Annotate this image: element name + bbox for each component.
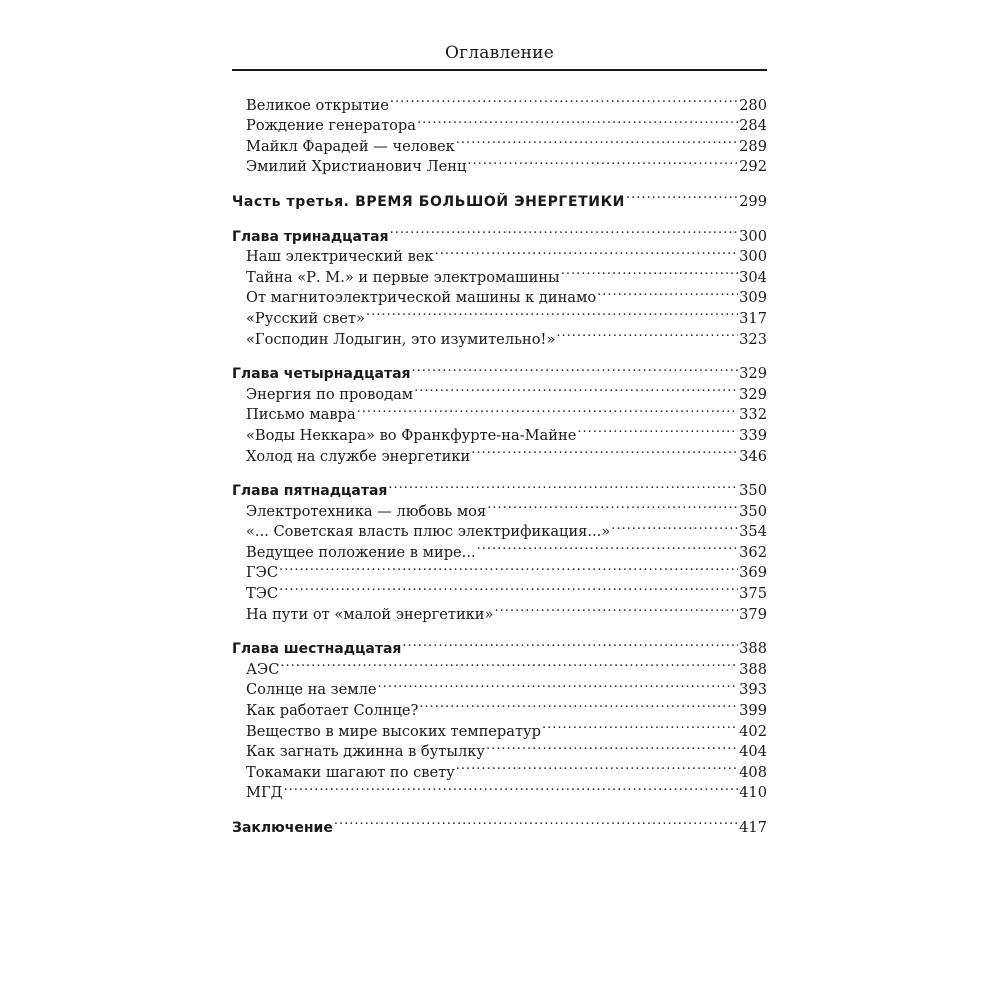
toc-chapter-heading[interactable] bbox=[232, 475, 767, 500]
dot-leader bbox=[402, 633, 738, 654]
toc-group bbox=[232, 220, 767, 348]
dot-leader bbox=[435, 241, 739, 262]
toc-entry-title: Глава четырнадцатая bbox=[232, 366, 411, 383]
toc-entry-title: Заключение bbox=[232, 820, 333, 836]
toc-entry-page-number: 375 bbox=[739, 585, 767, 603]
toc-entry-title: Как загнать джинна в бутылку bbox=[246, 743, 485, 761]
toc-chapter-heading[interactable] bbox=[232, 220, 767, 245]
toc-entry-page-number: 309 bbox=[739, 289, 767, 307]
toc-entry-page-number: 304 bbox=[739, 268, 767, 286]
toc-entry-title: Глава тринадцатая bbox=[232, 228, 389, 245]
toc-entry-title: Солнце на земле bbox=[246, 681, 377, 699]
toc-entry-page-number: 393 bbox=[739, 681, 767, 699]
dot-leader bbox=[577, 419, 738, 440]
toc-entry-title: На пути от «малой энергетики» bbox=[246, 605, 494, 623]
toc-entry-page-number: 350 bbox=[739, 482, 767, 500]
toc-entry-page-number: 369 bbox=[739, 564, 767, 582]
dot-leader bbox=[494, 598, 738, 619]
toc-entry-page-number: 362 bbox=[739, 543, 767, 561]
toc-entry-page-number: 388 bbox=[739, 660, 767, 678]
toc-entry-title: Энергия по проводам bbox=[246, 385, 414, 403]
toc-group bbox=[232, 185, 767, 210]
toc-entry-page-number: 292 bbox=[739, 158, 767, 176]
toc-entry-page-number: 350 bbox=[739, 502, 767, 520]
toc-entry-page-number: 346 bbox=[739, 447, 767, 465]
running-head-rule bbox=[232, 69, 767, 71]
toc-entry[interactable] bbox=[232, 598, 767, 623]
dot-leader bbox=[378, 674, 739, 695]
toc-entry-page-number: 329 bbox=[739, 385, 767, 403]
toc-entry-title: Наш электрический век bbox=[246, 248, 434, 266]
dot-leader bbox=[357, 399, 738, 420]
toc-entry-page-number: 388 bbox=[739, 640, 767, 658]
toc-entry-page-number: 332 bbox=[739, 406, 767, 424]
dot-leader bbox=[390, 220, 739, 241]
dot-leader bbox=[487, 495, 738, 516]
toc-entry-page-number: 323 bbox=[739, 330, 767, 348]
dot-leader bbox=[556, 323, 738, 344]
toc-entry[interactable] bbox=[232, 89, 767, 114]
dot-leader bbox=[597, 282, 738, 303]
toc-entry-title: Тайна «Р. М.» и первые электромашины bbox=[246, 268, 560, 286]
dot-leader bbox=[279, 557, 738, 578]
toc-entry-title: Рождение генератора bbox=[246, 117, 416, 135]
toc-entry-title: «Господин Лодыгин, это изумительно!» bbox=[246, 330, 556, 348]
running-head: Оглавление bbox=[445, 43, 554, 63]
dot-leader bbox=[561, 261, 738, 282]
toc-entry-page-number: 404 bbox=[739, 743, 767, 761]
toc-entry-title: Ведущее положение в мире... bbox=[246, 543, 476, 561]
dot-leader bbox=[417, 110, 738, 131]
toc-group bbox=[232, 475, 767, 623]
toc-entry-title: МГД bbox=[246, 784, 283, 802]
toc-entry-title: Глава шестнадцатая bbox=[232, 641, 402, 658]
dot-leader bbox=[456, 130, 738, 151]
toc-part-heading[interactable] bbox=[232, 185, 767, 210]
toc-entry-page-number: 417 bbox=[739, 819, 767, 836]
toc-entry-title: Письмо мавра bbox=[246, 406, 356, 424]
dot-leader bbox=[542, 715, 738, 736]
toc-entry-title: ТЭС bbox=[246, 585, 279, 603]
toc-entry-page-number: 289 bbox=[739, 137, 767, 155]
toc-entry-title: Великое открытие bbox=[246, 96, 389, 114]
toc-entry-page-number: 300 bbox=[739, 248, 767, 266]
toc-entry[interactable] bbox=[232, 674, 767, 699]
toc-group bbox=[232, 358, 767, 465]
toc-entry-page-number: 299 bbox=[739, 192, 767, 210]
toc-entry-page-number: 410 bbox=[739, 784, 767, 802]
toc-entry-page-number: 317 bbox=[739, 309, 767, 327]
toc-entry-page-number: 408 bbox=[739, 763, 767, 781]
dot-leader bbox=[471, 440, 738, 461]
toc-entry-title: АЭС bbox=[246, 660, 280, 678]
dot-leader bbox=[334, 811, 738, 832]
toc-entry[interactable] bbox=[232, 777, 767, 802]
table-of-contents bbox=[232, 89, 767, 836]
toc-page bbox=[232, 40, 767, 846]
dot-leader bbox=[419, 694, 738, 715]
toc-entry-title: Холод на службе энергетики bbox=[246, 447, 471, 465]
dot-leader bbox=[467, 151, 738, 172]
toc-entry-title: От магнитоэлектрической машины к динамо bbox=[246, 289, 597, 307]
dot-leader bbox=[412, 358, 739, 379]
dot-leader bbox=[611, 516, 738, 537]
dot-leader bbox=[390, 89, 738, 110]
toc-entry[interactable] bbox=[232, 557, 767, 582]
toc-entry-title: Вещество в мире высоких температур bbox=[246, 722, 541, 740]
toc-entry-title: ГЭС bbox=[246, 564, 278, 582]
toc-entry-title: Электротехника — любовь моя bbox=[246, 502, 487, 520]
toc-entry[interactable] bbox=[232, 653, 767, 678]
toc-chapter-heading[interactable] bbox=[232, 633, 767, 658]
toc-entry-page-number: 339 bbox=[739, 426, 767, 444]
dot-leader bbox=[283, 777, 738, 798]
toc-entry[interactable] bbox=[232, 577, 767, 603]
toc-group bbox=[232, 633, 767, 802]
toc-group bbox=[232, 811, 767, 836]
toc-group bbox=[232, 89, 767, 176]
toc-entry-page-number: 399 bbox=[739, 702, 767, 720]
toc-entry-page-number: 329 bbox=[739, 365, 767, 383]
toc-entry-page-number: 379 bbox=[739, 605, 767, 623]
toc-entry-title: «Русский свет» bbox=[246, 309, 365, 327]
toc-entry-page-number: 300 bbox=[739, 227, 767, 245]
toc-entry-title: Эмилий Христианович Ленц bbox=[246, 158, 467, 176]
toc-entry-title: Как работает Солнце? bbox=[246, 702, 419, 720]
toc-entry-title: Майкл Фарадей — человек bbox=[246, 137, 455, 155]
toc-chapter-heading[interactable] bbox=[232, 811, 767, 836]
toc-chapter-heading[interactable] bbox=[232, 358, 767, 383]
toc-entry-title: Глава пятнадцатая bbox=[232, 483, 388, 500]
dot-leader bbox=[280, 653, 738, 674]
toc-entry-title: «... Советская власть плюс электрификация...» bbox=[246, 523, 611, 541]
toc-entry-title: «Воды Неккара» во Франкфурте-на-Майне bbox=[246, 426, 577, 444]
dot-leader bbox=[486, 736, 738, 757]
toc-entry-title: Токамаки шагают по свету bbox=[246, 763, 455, 781]
dot-leader bbox=[366, 302, 738, 323]
dot-leader bbox=[626, 185, 738, 206]
dot-leader bbox=[388, 475, 738, 496]
toc-entry-page-number: 280 bbox=[739, 96, 767, 114]
dot-leader bbox=[477, 536, 739, 557]
toc-entry-page-number: 354 bbox=[739, 523, 767, 541]
dot-leader bbox=[456, 756, 738, 777]
toc-entry-title: Часть третья. ВРЕМЯ БОЛЬШОЙ ЭНЕРГЕТИКИ bbox=[232, 193, 625, 210]
toc-entry-page-number: 402 bbox=[739, 722, 767, 740]
dot-leader bbox=[279, 577, 738, 598]
toc-entry-page-number: 284 bbox=[739, 117, 767, 135]
dot-leader bbox=[414, 378, 738, 399]
